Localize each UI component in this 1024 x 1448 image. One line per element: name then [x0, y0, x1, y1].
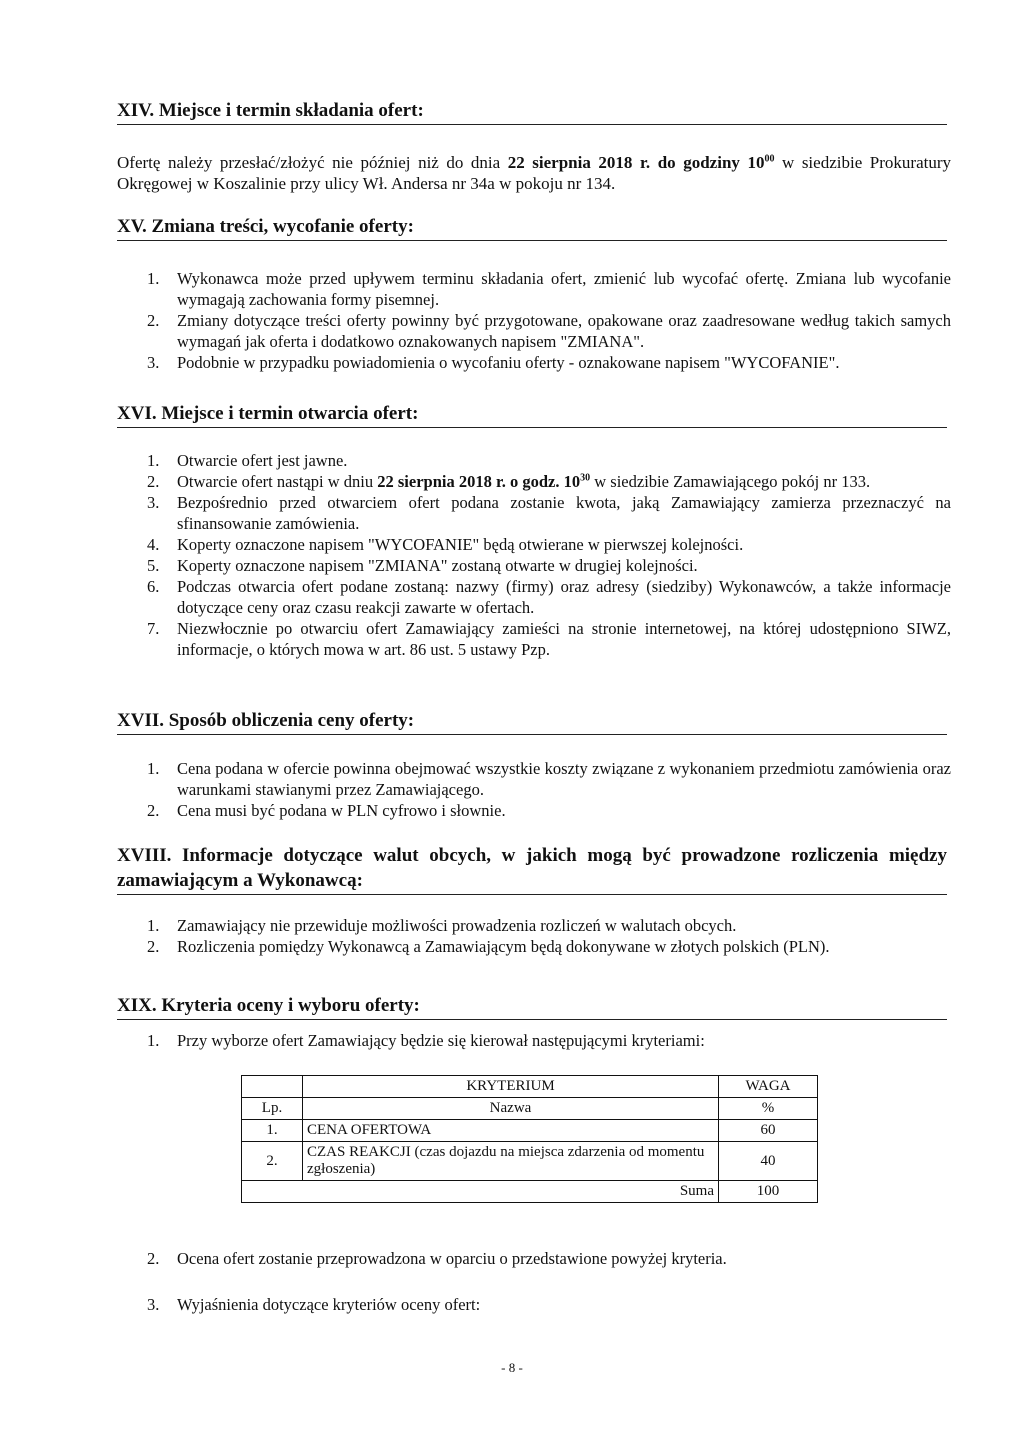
list-item [117, 1248, 951, 1269]
item-text: Niezwłocznie po otwarciu ofert Zamawiający zamieści na stronie internetowej, na której udostępniono SIWZ, informacje, o których mowa w art. 86 ust. 5 ustawy Pzp. [177, 619, 951, 659]
table-header-kryterium: KRYTERIUM [303, 1076, 719, 1098]
table-cell-waga: 40 [719, 1142, 818, 1181]
section-15-heading: XV. Zmiana treści, wycofanie oferty: [117, 214, 947, 241]
item-text: Koperty oznaczone napisem "ZMIANA" zostaną otwarte w drugiej kolejności. [177, 556, 698, 575]
item-text: Otwarcie ofert jest jawne. [177, 451, 348, 470]
section-17-list [117, 758, 951, 821]
item-text: Otwarcie ofert nastąpi w dniu [177, 472, 378, 491]
item-number: 2. [147, 311, 160, 330]
item-number: 1. [147, 1031, 160, 1050]
list-item [117, 800, 951, 821]
item-number: 1. [147, 269, 160, 288]
list-item [117, 618, 951, 660]
item-number: 3. [147, 1295, 160, 1314]
list-item [117, 268, 951, 310]
table-sum-row [242, 1181, 818, 1203]
list-item [117, 1294, 951, 1315]
opening-date: 22 sierpnia 2018 r. o godz. 10 [377, 472, 581, 491]
table-cell-nazwa: CENA OFERTOWA [303, 1120, 719, 1142]
section-14-text-1: Ofertę należy przesłać/złożyć nie później niż do dnia [117, 153, 508, 172]
list-item [117, 555, 951, 576]
item-text: Podczas otwarcia ofert podane zostaną: nazwy (firmy) oraz adresy (siedziby) Wykonawców, a także informacje dotyczące ceny oraz czasu reakcji zawarte w ofertach. [177, 577, 951, 617]
list-item [117, 534, 951, 555]
section-14-heading: XIV. Miejsce i termin składania ofert: [117, 98, 947, 125]
list-item [117, 352, 951, 373]
section-14-deadline-minutes: 00 [764, 153, 775, 165]
item-text: Przy wyborze ofert Zamawiający będzie się kierował następującymi kryteriami: [177, 1031, 705, 1050]
item-number: 6. [147, 577, 160, 596]
section-14-paragraph [117, 152, 951, 194]
item-number: 5. [147, 556, 160, 575]
item-number: 4. [147, 535, 160, 554]
table-row [242, 1120, 818, 1142]
list-item [117, 936, 951, 957]
table-header-nazwa: Nazwa [303, 1098, 719, 1120]
item-number: 3. [147, 493, 160, 512]
item-text: Cena podana w ofercie powinna obejmować wszystkie koszty związane z wykonaniem przedmiotu zamówienia oraz warunkami stawianymi przez Zamawiającego. [177, 759, 951, 799]
item-text: Zmiany dotyczące treści oferty powinny być przygotowane, opakowane oraz zaadresowane według takich samych wymagań jak oferta i dodatkowo oznakowanych napisem "ZMIANA". [177, 311, 951, 351]
list-item [117, 310, 951, 352]
table-cell [242, 1076, 303, 1098]
item-number: 2. [147, 472, 160, 491]
list-item [117, 471, 951, 492]
section-19-list-b [117, 1248, 951, 1269]
section-16-list [117, 450, 951, 660]
item-number: 1. [147, 916, 160, 935]
section-18-heading: XVIII. Informacje dotyczące walut obcych, w jakich mogą być prowadzone rozliczenia między zamawiającym a Wykonawcą: [117, 843, 947, 895]
table-row [242, 1142, 818, 1181]
section-14-text-2: w siedzibie Prokuratury Okręgowej w Koszalinie przy ulicy Wł. Andersa nr 34a w pokoju nr 134. [117, 153, 951, 193]
section-19-heading: XIX. Kryteria oceny i wyboru oferty: [117, 993, 947, 1020]
criteria-table [241, 1075, 818, 1203]
list-item [117, 450, 951, 471]
item-text: Podobnie w przypadku powiadomienia o wycofaniu oferty - oznakowane napisem "WYCOFANIE". [177, 353, 840, 372]
item-text: Rozliczenia pomiędzy Wykonawcą a Zamawiającym będą dokonywane w złotych polskich (PLN). [177, 937, 830, 956]
table-cell-nazwa: CZAS REAKCJI (czas dojazdu na miejsca zdarzenia od momentu zgłoszenia) [303, 1142, 719, 1181]
item-text: w siedzibie Zamawiającego pokój nr 133. [590, 472, 871, 491]
table-header-waga: WAGA [719, 1076, 818, 1098]
item-text: Wyjaśnienia dotyczące kryteriów oceny ofert: [177, 1295, 481, 1314]
table-cell-waga: 60 [719, 1120, 818, 1142]
item-number: 3. [147, 353, 160, 372]
opening-minutes: 30 [580, 472, 591, 484]
list-item [117, 492, 951, 534]
item-text: Koperty oznaczone napisem "WYCOFANIE" będą otwierane w pierwszej kolejności. [177, 535, 744, 554]
item-text: Zamawiający nie przewiduje możliwości prowadzenia rozliczeń w walutach obcych. [177, 916, 737, 935]
table-header-lp: Lp. [242, 1098, 303, 1120]
section-16-heading: XVI. Miejsce i termin otwarcia ofert: [117, 401, 947, 428]
item-text: Cena musi być podana w PLN cyfrowo i słownie. [177, 801, 506, 820]
table-cell-lp: 2. [242, 1142, 303, 1181]
table-header-row [242, 1098, 818, 1120]
item-number: 1. [147, 451, 160, 470]
table-header-row [242, 1076, 818, 1098]
table-cell-lp: 1. [242, 1120, 303, 1142]
table-sum-label: Suma [242, 1181, 719, 1203]
table-header-percent: % [719, 1098, 818, 1120]
section-19-list-c [117, 1294, 951, 1315]
item-number: 2. [147, 1249, 160, 1268]
item-text: Wykonawca może przed upływem terminu składania ofert, zmienić lub wycofać ofertę. Zmiana lub wycofanie wymagają zachowania formy pisemnej. [177, 269, 951, 309]
section-17-heading: XVII. Sposób obliczenia ceny oferty: [117, 708, 947, 735]
item-number: 2. [147, 801, 160, 820]
list-item [117, 915, 951, 936]
table-sum-value: 100 [719, 1181, 818, 1203]
list-item [117, 1030, 951, 1051]
item-text: Bezpośrednio przed otwarciem ofert podana zostanie kwota, jaką Zamawiający zamierza przeznaczyć na sfinansowanie zamówienia. [177, 493, 951, 533]
item-number: 1. [147, 759, 160, 778]
list-item [117, 576, 951, 618]
section-18-list [117, 915, 951, 957]
item-number: 2. [147, 937, 160, 956]
section-19-list-a [117, 1030, 951, 1051]
list-item [117, 758, 951, 800]
section-14-deadline: 22 sierpnia 2018 r. do godziny 10 [507, 153, 765, 172]
page-number: - 8 - [501, 1360, 523, 1375]
section-15-list [117, 268, 951, 373]
item-number: 7. [147, 619, 160, 638]
item-text: Ocena ofert zostanie przeprowadzona w oparciu o przedstawione powyżej kryteria. [177, 1249, 727, 1268]
